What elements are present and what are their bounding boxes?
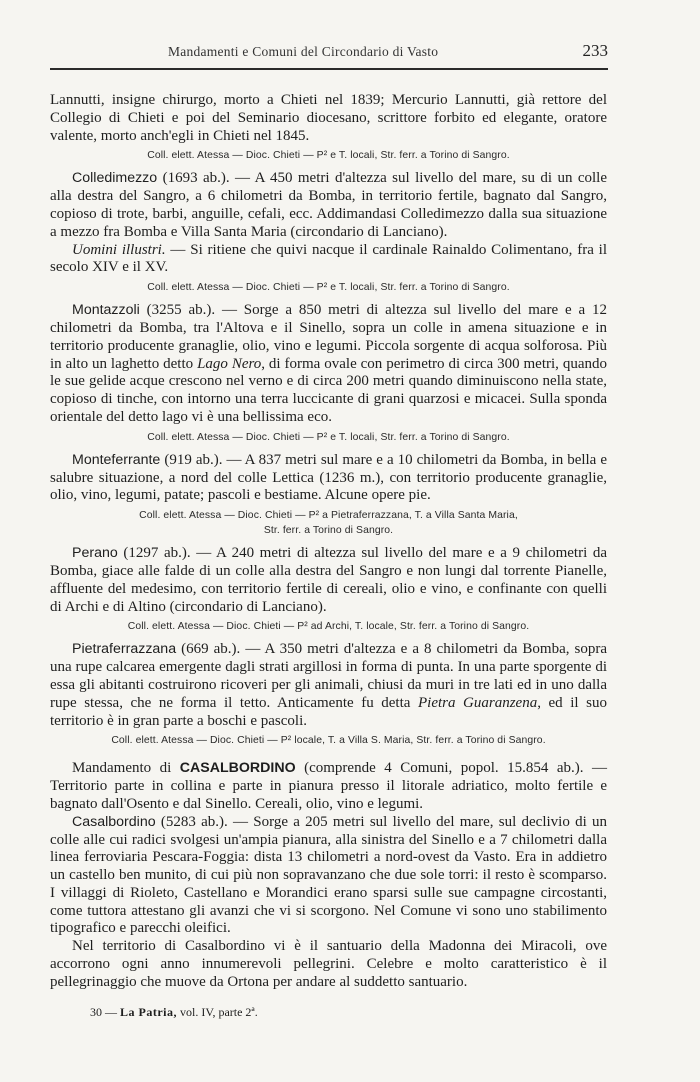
page-number: 233: [582, 41, 608, 60]
entry-text: (1297 ab.). — A 240 metri di altezza sul livello del mare e a 9 chilometri da Bomba, giace alle falde di un colle alla destra del Sangro e non lungi dal torrente Pianelle, affluente del medesimo, con territorio fertile di cereali, olio e vino, e confinante con quelli di Archi e di Altino (circondario di Lanciano).: [50, 545, 607, 615]
mandamento-name: CASALBORDINO: [179, 760, 296, 777]
page-body: [50, 92, 607, 992]
entry-perano: [50, 545, 607, 634]
uomini-illustri-text: — Si ritiene che quivi nacque il cardinale Rainaldo Colimentano, fra il secolo XIV e il XV.: [50, 241, 608, 276]
entry-monteferrante: [50, 452, 607, 538]
entry-name: Montazzoli: [72, 302, 140, 319]
intro-coll: Coll. elett. Atessa — Dioc. Chieti — P² e T. locali, Str. ferr. a Torino di Sangro.: [147, 150, 510, 162]
entry-text: (1693 ab.). — A 450 metri d'altezza sul livello del mare, su di un colle alla destra del Sangro, a 6 chilometri da Bomba, in territorio fertile, bagnato dal Sangro, copioso di trote, barbi, anguille, cefali, ecc. Addimandasi Colledimezzo dalla sua situazione a mezzo fra Bomba e Villa Santa Maria (circondario di Lanciano).: [50, 170, 607, 240]
page-footer: [90, 1005, 258, 1020]
entry-text-cont: , di forma ovale con perimetro di circa 300 metri, quando le sue gelide acque crescono nel verno e di circa 200 metri quando diminuiscono nella state, copioso di tinche, con intorno una terra luccicante di grani quarzosi e micacei. Sulla sponda orientale del detto lago vi è una bellissima eco.: [50, 355, 607, 425]
entry-coll: Coll. elett. Atessa — Dioc. Chieti — P² e T. locali, Str. ferr. a Torino di Sangro.: [147, 282, 510, 294]
pietra-guaranzena-italic: Pietra Guaranzena: [418, 694, 538, 711]
page-header: [50, 42, 608, 64]
entry-name: Perano: [72, 545, 118, 562]
running-title: Mandamenti e Comuni del Circondario di Vasto: [168, 44, 439, 59]
entry-coll: Coll. elett. Atessa — Dioc. Chieti — P² ad Archi, T. locale, Str. ferr. a Torino di Sangro.: [127, 621, 530, 633]
entry-casalbordino: [50, 814, 607, 992]
mandamento-casalbordino: [50, 760, 607, 813]
entry-text: (3255 ab.). — Sorge a 850 metri di altezza sul livello del mare e a 12 chilometri da Bomba, tra l'Altova e il Sinello, sopra un colle in amena situazione e in territorio producente granaglie, olio, vino e legumi. Piccola sorgente di acqua solforosa. Più in alto un laghetto detto: [50, 302, 607, 372]
entry-coll: Coll. elett. Atessa — Dioc. Chieti — P² locale, T. a Villa S. Maria, Str. ferr. a Torino di Sangro.: [111, 735, 546, 747]
header-rule: [50, 68, 608, 70]
entry-name: Casalbordino: [72, 813, 156, 830]
entry-pietraferrazzana: [50, 641, 607, 748]
intro-paragraph: Lannutti, insigne chirurgo, morto a Chieti nel 1839; Mercurio Lannutti, già rettore del Collegio di Chieti e poi del Seminario diocesano, scrittore forbito ed elegante, oratore valente, morto anch'egli in Chieti nel 1845.: [50, 92, 607, 144]
entry-name: Monteferrante: [72, 451, 161, 468]
entry-colledimezzo: [50, 170, 607, 295]
lago-nero-italic: Lago Nero: [197, 355, 262, 372]
entry-text: (919 ab.). — A 837 metri sul mare e a 10 chilometri da Bomba, in bella e salubre situazione, a nord del colle Lettica (1236 m.), con territorio producente granaglie, olio, vino, legumi, patate; pascoli e bestiame. Alcune opere pie.: [50, 451, 607, 504]
footer-rest: vol. IV, parte 2ª.: [177, 1005, 258, 1019]
entry-name: Colledimezzo: [72, 170, 158, 187]
footer-title: La Patria,: [120, 1005, 177, 1019]
mandamento-text: (comprende 4 Comuni, popol. 15.854 ab.). — Territorio parte in collina e parte in pianura presso il litorale adriatico, molto fertile e bagnato dall'Osento e dal Sinello. Cereali, olio, vino e legumi.: [50, 760, 607, 812]
entry-coll-line-2: Str. ferr. a Torino di Sangro.: [263, 525, 394, 537]
entry-name: Pietraferrazzana: [72, 641, 177, 658]
entry-coll-line-1: Coll. elett. Atessa — Dioc. Chieti — P² a Pietraferrazzana, T. a Villa Santa Maria,: [139, 510, 518, 522]
entry-montazzoli: [50, 302, 607, 445]
mandamento-label: Mandamento di: [72, 760, 180, 777]
entry-coll: Coll. elett. Atessa — Dioc. Chieti — P² e T. locali, Str. ferr. a Torino di Sangro.: [147, 431, 510, 443]
uomini-illustri-label: Uomini illustri.: [72, 241, 166, 258]
footer-num: 30 —: [90, 1005, 120, 1019]
entry-text: (5283 ab.). — Sorge a 205 metri sul livello del mare, sul declivio di un colle alle cui radici svolgesi un'ampia pianura, alla sinistra del Sinello e a 7 chilometri dalla linea ferroviaria Pescara-Foggia: dista 13 chilometri a nord-ovest da Vasto. Era in addietro un castello ben munito, di cui più non sopravanzano che due sole torri: il resto è scomparso. I villaggi di Rioleto, Castellano e Morandici erano sparsi sulle sue campagne circostanti, come tuttora attestano gli avanzi che vi si scorgono. Nel Comune vi sono uno stabilimento tipografico e parecchi oleifici.: [50, 813, 607, 937]
entry-text: (669 ab.). — A 350 metri d'altezza e a 8 chilometri da Bomba, sopra una rupe calcarea emergente dagli strati argillosi in forma di punta. In una parte sporgente di essa gli abitanti costruirono ricoveri per gli animali, chiusi da muri in tre lati ed in uno dalla rupe stessa, che ne forma il tetto. Anticamente fu detta: [50, 641, 607, 711]
entry-text-2: Nel territorio di Casalbordino vi è il santuario della Madonna dei Miracoli, ove accorrono ogni anno innumerevoli pellegrini. Celebre e molto caratteristico è il pellegrinaggio che muove da Ortona per andare al suddetto santuario.: [50, 938, 607, 990]
entry-text-cont: , ed il suo territorio è in gran parte a boschi e pascoli.: [50, 694, 607, 729]
